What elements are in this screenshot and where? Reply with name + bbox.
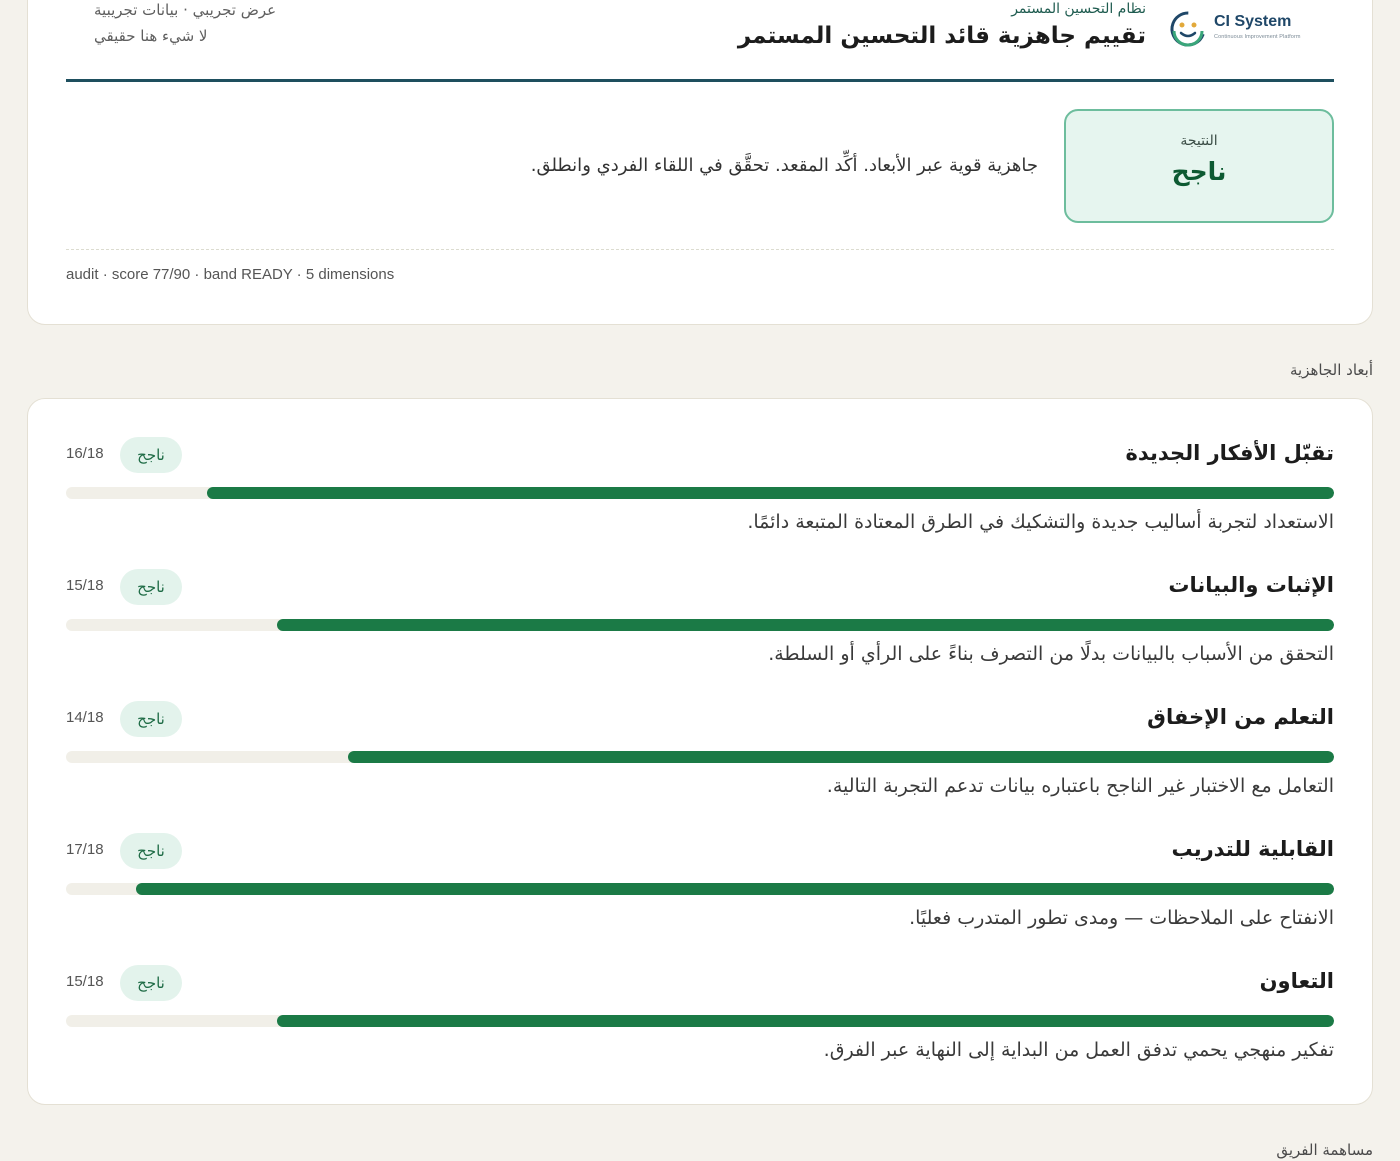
audit-line: audit · score 77/90 · band READY · 5 dimensions [66, 266, 395, 283]
dimension-name: الإثبات والبيانات [1168, 573, 1334, 597]
dimension-score: 15/18 [66, 577, 104, 594]
dimensions-card [27, 398, 1373, 1105]
result-box [1064, 109, 1334, 223]
dimensions-section-label: أبعاد الجاهزية [1290, 361, 1373, 379]
demo-notice: عرض تجريبي · بيانات تجريبية [94, 1, 277, 19]
dimension-score: 14/18 [66, 709, 104, 726]
dashed-divider [66, 249, 1334, 250]
status-badge: ناجح [120, 701, 182, 737]
dimension-description: التحقق من الأسباب بالبيانات بدلًا من التصرف بناءً على الرأي أو السلطة. [768, 643, 1334, 665]
status-badge: ناجح [120, 437, 182, 473]
team-section-label: مساهمة الفريق [1276, 1141, 1373, 1159]
dimension-description: الانفتاح على الملاحظات — ومدى تطور المتدرب فعليًا. [909, 907, 1334, 929]
page-title: تقييم جاهزية قائد التحسين المستمر [737, 23, 1146, 49]
progress-fill [207, 487, 1334, 499]
dimension-name: التعاون [1259, 969, 1334, 993]
brand-tagline: Continuous Improvement Platform [1214, 34, 1301, 40]
result-summary: جاهزية قوية عبر الأبعاد. أكِّد المقعد. تحقَّق في اللقاء الفردي وانطلق. [530, 155, 1038, 176]
progress-fill [277, 1015, 1334, 1027]
page-eyebrow: نظام التحسين المستمر [1011, 1, 1146, 17]
brand-name: CI System [1214, 13, 1292, 30]
progress-track [66, 883, 1334, 895]
dimension-description: تفكير منهجي يحمي تدفق العمل من البداية إلى النهاية عبر الفرق. [823, 1039, 1334, 1061]
dimension-description: التعامل مع الاختبار غير الناجح باعتباره بيانات تدعم التجربة التالية. [826, 775, 1334, 797]
status-badge: ناجح [120, 965, 182, 1001]
progress-track [66, 487, 1334, 499]
dimension-score: 15/18 [66, 973, 104, 990]
assessment-summary-card [27, 0, 1373, 325]
progress-fill [348, 751, 1334, 763]
status-badge: ناجح [120, 833, 182, 869]
progress-fill [136, 883, 1334, 895]
header-divider [66, 79, 1334, 82]
dimension-name: تقبّل الأفكار الجديدة [1125, 441, 1334, 465]
dimension-row [66, 705, 1334, 815]
smile-logo-icon [1168, 9, 1208, 49]
dimension-score: 17/18 [66, 841, 104, 858]
progress-track [66, 1015, 1334, 1027]
dimension-row [66, 837, 1334, 947]
dimension-score: 16/18 [66, 445, 104, 462]
progress-track [66, 751, 1334, 763]
demo-disclaimer: لا شيء هنا حقيقي [94, 27, 208, 45]
status-badge: ناجح [120, 569, 182, 605]
progress-track [66, 619, 1334, 631]
result-value: ناجح [1171, 157, 1227, 186]
progress-fill [277, 619, 1334, 631]
dimension-name: التعلم من الإخفاق [1147, 705, 1334, 729]
dimension-row [66, 969, 1334, 1079]
result-label: النتيجة [1180, 133, 1218, 149]
brand-logo[interactable] [1166, 9, 1306, 53]
dimension-description: الاستعداد لتجربة أساليب جديدة والتشكيك في الطرق المعتادة المتبعة دائمًا. [747, 511, 1334, 533]
dimension-row [66, 573, 1334, 683]
dimension-row [66, 441, 1334, 551]
dimension-name: القابلية للتدريب [1171, 837, 1334, 861]
